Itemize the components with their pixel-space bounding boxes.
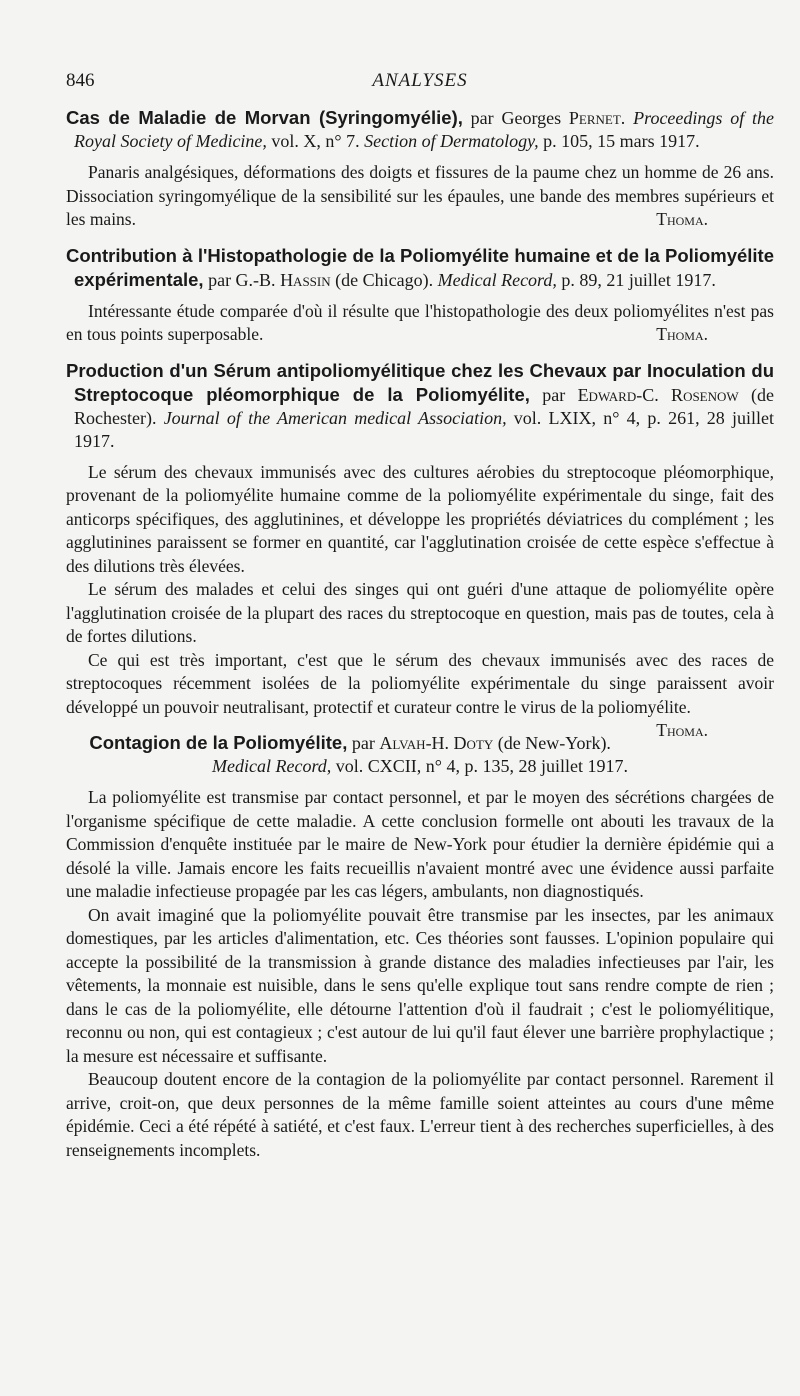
entry-heading [66, 359, 774, 453]
page-header [66, 70, 774, 92]
paragraph: On avait imaginé que la poliomyélite pouvait être transmise par les insectes, par les animaux domestiques, par les articles d'alimentation, etc. Ces théories sont fausses. L'opinion populaire qui accepte la possibilité de la transmission à grande distance des maladies infectieuses par l'air, les vêtements, la monnaie est nuisible, dans le sens qu'elle explique tout sans rendre compte de rien ; dans le cas de la poliomyélite, elle détourne l'attention d'où il faudrait ; c'est le poliomyélitique, reconnu ou non, qui est contagieux ; c'est autour de lui qu'il faut élever une barrière prophylactique ; la mesure est nécessaire et suffisante. [66, 904, 774, 1066]
running-title: ANALYSES [372, 70, 468, 91]
entry-source: Medical Record, [437, 269, 557, 290]
entry-by: par Georges [470, 108, 562, 128]
entry-title: Production d'un Sérum antipoliomyélitique chez les Chevaux par Inoculation du Streptocoque pléomorphique de la Poliomyélite, [66, 359, 774, 405]
abstract-entry [66, 244, 774, 347]
entry-author: Hassin [280, 269, 331, 290]
paragraph: Le sérum des malades et celui des singes qui ont guéri d'une attaque de poliomyélite opère l'agglutination croisée de la plupart des races du streptocoque en question, mais pas de toutes, cela à de fortes dilutions. [66, 579, 774, 646]
entry-origin: (de New-York). [497, 733, 611, 753]
entry-title: Contribution à l'Histopathologie de la Poliomyélite humaine et de la Poliomyélite expérimentale, [66, 244, 774, 290]
paragraph: Ce qui est très important, c'est que le sérum des chevaux immunisés avec des races de streptocoques récemment isolées de la poliomyélite expérimentale du singe paraissent avoir développé un pouvoir neutralisant, protectif et curateur contre le virus de la poliomyélite. Thoma. [66, 649, 774, 720]
entry-heading [66, 244, 774, 292]
paragraph: La poliomyélite est transmise par contact personnel, et par le moyen des sécrétions chargées de l'organisme spécifique de cette maladie. A cette conclusion formelle ont abouti les travaux de la Commission d'enquête instituée par le maire de New-York pour étudier la dernière épidémie qui a désolé la ville. Jamais encore les faits recueillis n'avaient montré avec une évidence aussi parfaite une maladie infectieuse propagée par les cas légers, ambulants, non diagnostiqués. [66, 787, 774, 901]
paragraph: Panaris analgésiques, déformations des doigts et fissures de la paume chez un homme de 26 ans. Dissociation syringomyélique de la sensibilité sur les épaules, une bande des membres supérieurs et les mains. Thoma. [66, 161, 774, 232]
abstract-entry [66, 359, 775, 740]
paragraph: Beaucoup doutent encore de la contagion de la poliomyélite par contact personnel. Rarement il arrive, croit-on, que deux personnes de la même famille soient atteintes au cours d'une même épidémie. Ceci a été répété à satiété, et c'est faux. L'erreur tient à des recherches superficielles, à des renseignements incomplets. [66, 1069, 774, 1160]
entry-author: Edward-C. Rosenow [577, 384, 739, 405]
entry-body [66, 786, 774, 1162]
entry-by: par G.-B. [208, 269, 276, 290]
page [66, 70, 774, 1174]
entry-body [66, 300, 774, 347]
entry-source: Medical Record, [212, 756, 332, 776]
entry-date: p. 89, 21 juillet 1917. [561, 269, 716, 290]
entry-date: vol. LXIX, n° 4, p. 261, 28 juillet 1917. [74, 407, 775, 451]
signature: Thoma. [656, 324, 708, 344]
entry-by: par [351, 733, 375, 753]
entry-body [66, 161, 774, 232]
signature: Thoma. [656, 720, 708, 740]
entry-author: Alvah-H. Doty [379, 733, 494, 753]
signature: Thoma. [656, 209, 708, 229]
entry-source: Journal of the American medical Association, [163, 407, 507, 428]
entry-details: vol. X, n° 7. [271, 131, 360, 151]
entry-date: p. 105, 15 mars 1917. [543, 131, 700, 151]
page-number: 846 [66, 70, 95, 91]
entry-origin: (de Chicago). [335, 269, 434, 290]
abstract-entry [66, 106, 774, 232]
entry-author: Pernet. [568, 108, 626, 128]
entry-date: vol. CXCII, n° 4, p. 135, 28 juillet 1917. [335, 756, 628, 776]
entry-origin: (de Rochester). [74, 384, 774, 428]
entry-heading [66, 106, 774, 153]
entry-section: Section of Dermatology, [364, 131, 539, 151]
paragraph: Le sérum des chevaux immunisés avec des cultures aérobies du streptocoque pléomorphique, provenant de la poliomyélite humaine comme de la poliomyélite expérimentale du singe, fait des anticorps spécifiques, des agglutinines, et développe les propriétés déviatrices du complément ; les agglutinines paraissent se former en quantité, car l'agglutination croisée de cette espèce s'effectue à des dilutions très élevées. [66, 461, 774, 576]
entry-body [66, 461, 774, 740]
abstract-entry [66, 731, 774, 1162]
entry-source: Proceedings of the Royal Society of Medicine, [74, 108, 774, 151]
paragraph: Intéressante étude comparée d'où il résulte que l'histopathologie des deux poliomyélites n'est pas en tous points superposable. Thoma. [66, 300, 774, 347]
entry-title: Cas de Maladie de Morvan (Syringomyélie), [66, 107, 463, 128]
entry-title: Contagion de la Poliomyélite, [89, 732, 348, 753]
entry-by: par [542, 384, 566, 405]
